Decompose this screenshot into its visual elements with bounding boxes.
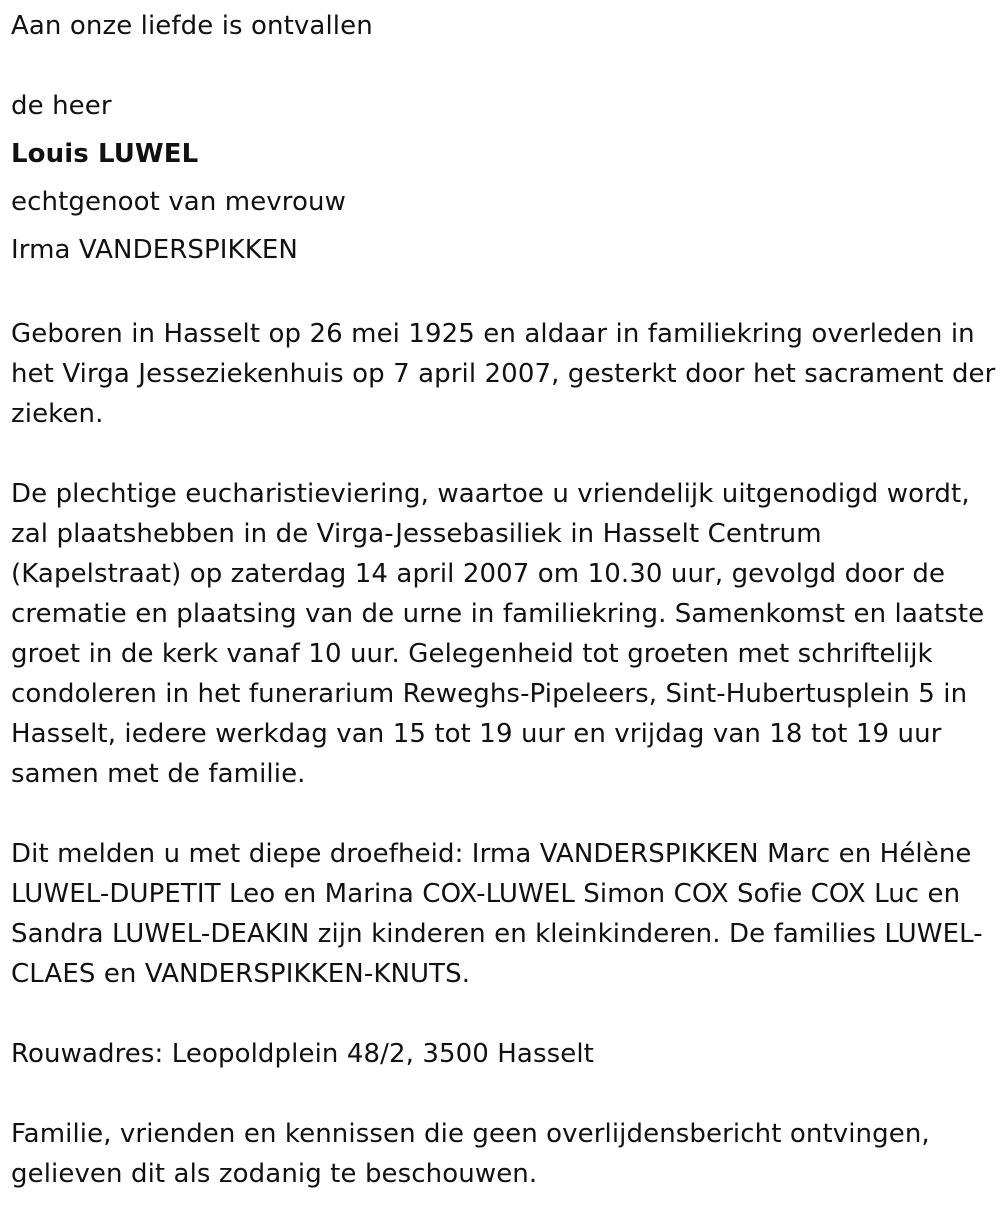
birth-death-paragraph: Geboren in Hasselt op 26 mei 1925 en aldaar in familiekring overleden in het Virga Jesseziekenhuis op 7 april 2007, gesterkt door het sacrament der zieken. (11, 319, 996, 429)
ceremony-paragraph: De plechtige eucharistieviering, waartoe u vriendelijk uitgenodigd wordt, zal plaatshebben in de Virga-Jessebasiliek in Hasselt Centrum (Kapelstraat) op zaterdag 14 april 2007 om 10.30 uur, gevolgd door de crematie en plaatsing van de urne in familiekring. Samenkomst en laatste groet in de kerk vanaf 10 uur. Gelegenheid tot groeten met schriftelijk condoleren in het funerarium Reweghs-Pipeleers, Sint-Hubertusplein 5 in Hasselt, iedere werkdag van 15 tot 19 uur en vrijdag van 18 tot 19 uur samen met de familie. (11, 479, 985, 789)
closing-paragraph: Familie, vrienden en kennissen die geen overlijdensbericht ontvingen, gelieven dit als zodanig te beschouwen. (11, 1119, 930, 1189)
announcement-paragraph: Dit melden u met diepe droefheid: Irma VANDERSPIKKEN Marc en Hélène LUWEL-DUPETIT Leo en Marina COX-LUWEL Simon COX Sofie COX Luc en Sandra LUWEL-DEAKIN zijn kinderen en kleinkinderen. De families LUWEL-CLAES en VANDERSPIKKEN-KNUTS. (11, 839, 983, 989)
obituary-document (11, 6, 996, 1194)
spouse-name: Irma VANDERSPIKKEN (11, 235, 298, 265)
spouse-prefix: echtgenoot van mevrouw (11, 187, 346, 217)
deceased-name: Louis LUWEL (11, 139, 199, 169)
salutation: de heer (11, 91, 112, 121)
mourning-address: Rouwadres: Leopoldplein 48/2, 3500 Hasselt (11, 1039, 594, 1069)
intro-line: Aan onze liefde is ontvallen (11, 11, 373, 41)
